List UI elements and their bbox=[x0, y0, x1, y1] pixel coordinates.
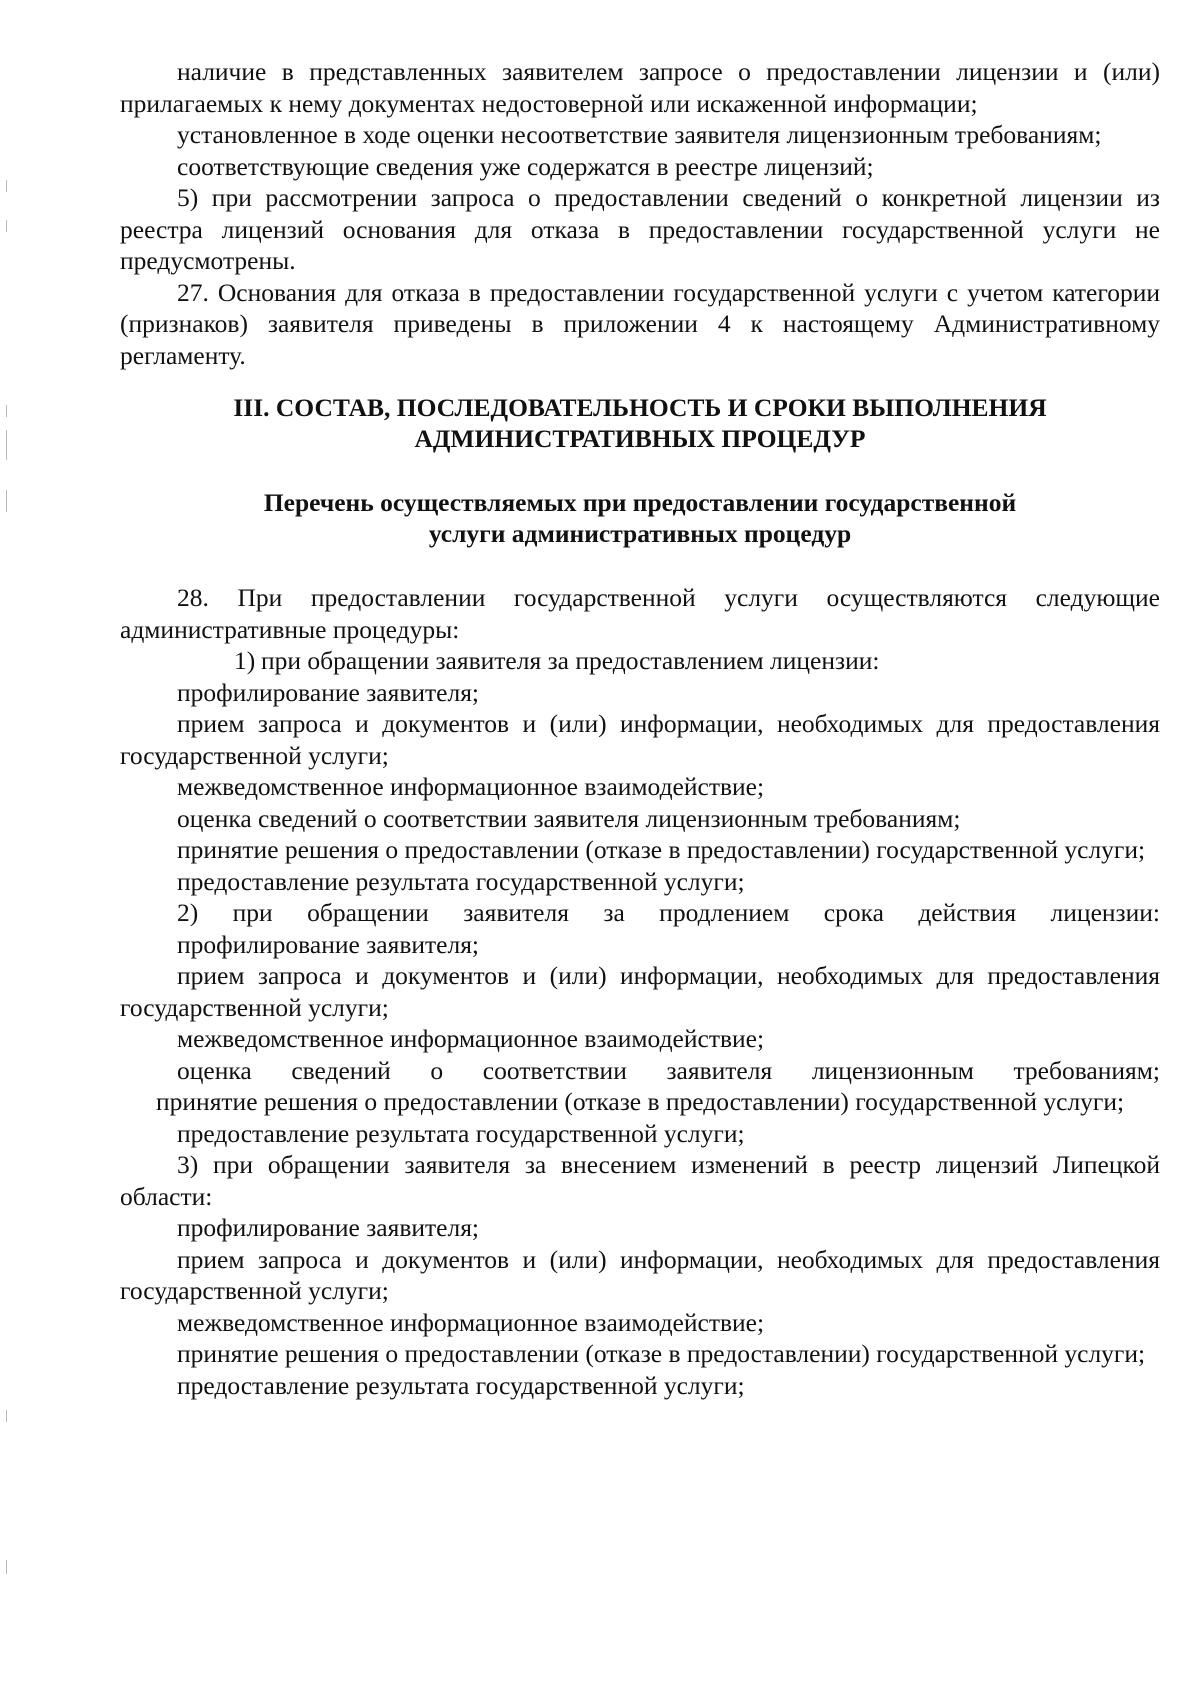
scan-edge-mark bbox=[6, 490, 7, 512]
scan-edge-mark bbox=[6, 430, 7, 460]
list-item: прием запроса и документов и (или) информации, необходимых для предоставления государственной услуги; bbox=[120, 961, 1160, 1022]
paragraph: соответствующие сведения уже содержатся в реестре лицензий; bbox=[177, 151, 874, 181]
section-heading bbox=[120, 392, 1160, 454]
paragraph: установленное в ходе оценки несоответствие заявителя лицензионным требованиям; bbox=[177, 120, 1102, 149]
sub-heading bbox=[120, 487, 1160, 549]
list-item: оценка сведений о соответствии заявителя лицензионным требованиям; bbox=[177, 1055, 1160, 1085]
scan-edge-mark bbox=[6, 180, 7, 192]
list-item: межведомственное информационное взаимодействие; bbox=[177, 1307, 765, 1337]
document-body bbox=[120, 56, 1160, 1401]
list-item-header: 3) при обращении заявителя за внесением изменений в реестр лицензий Липецкой области: bbox=[120, 1150, 1160, 1211]
paragraph: наличие в представленных заявителем запросе о предоставлении лицензии и (или) прилагаемых к нему документах недостоверной или искаженной информации; bbox=[120, 57, 1160, 118]
scan-edge-mark bbox=[6, 405, 7, 417]
section-heading-line: III. СОСТАВ, ПОСЛЕДОВАТЕЛЬНОСТЬ И СРОКИ ВЫПОЛНЕНИЯ bbox=[233, 393, 1047, 422]
scan-edge-mark bbox=[6, 220, 7, 232]
list-item: предоставление результата государственной услуги; bbox=[177, 1370, 745, 1400]
list-item: принятие решения о предоставлении (отказе в предоставлении) государственной услуги; bbox=[156, 1087, 1125, 1116]
list-item: профилирование заявителя; bbox=[177, 1213, 480, 1242]
list-item: профилирование заявителя; bbox=[177, 929, 480, 959]
list-item-header: 2) при обращении заявителя за продлением срока действия лицензии: bbox=[177, 898, 1160, 927]
paragraph-28: 28. При предоставлении государственной услуги осуществляются следующие административные процедуры: bbox=[120, 583, 1160, 644]
paragraph: 5) при рассмотрении запроса о предоставлении сведений о конкретной лицензии из реестра лицензий основания для отказа в предоставлении государственной услуги не предусмотрены. bbox=[120, 183, 1160, 275]
list-item: прием запроса и документов и (или) информации, необходимых для предоставления государственной услуги; bbox=[120, 1244, 1160, 1305]
section-heading-line: АДМИНИСТРАТИВНЫХ ПРОЦЕДУР bbox=[414, 424, 866, 453]
list-item: предоставление результата государственной услуги; bbox=[177, 866, 745, 896]
scan-edge-mark bbox=[6, 1410, 7, 1422]
list-item: оценка сведений о соответствии заявителя лицензионным требованиям; bbox=[177, 803, 961, 833]
list-item: межведомственное информационное взаимодействие; bbox=[177, 1024, 765, 1053]
list-item: прием запроса и документов и (или) информации, необходимых для предоставления государственной услуги; bbox=[120, 709, 1160, 770]
item-number: 1) bbox=[234, 646, 256, 675]
list-item: принятие решения о предоставлении (отказе в предоставлении) государственной услуги; bbox=[177, 1339, 1146, 1368]
list-item: предоставление результата государственной услуги; bbox=[177, 1118, 745, 1148]
sub-heading-line: услуги административных процедур bbox=[428, 519, 852, 548]
scan-edge-mark bbox=[6, 1560, 7, 1574]
list-item-header bbox=[120, 645, 1160, 677]
list-item: принятие решения о предоставлении (отказе в предоставлении) государственной услуги; bbox=[177, 835, 1146, 864]
item-text: при обращении заявителя за предоставлением лицензии: bbox=[261, 646, 880, 675]
sub-heading-line: Перечень осуществляемых при предоставлении государственной bbox=[263, 488, 1017, 517]
paragraph: 27. Основания для отказа в предоставлении государственной услуги с учетом категории (признаков) заявителя приведены в приложении 4 к настоящему Административному регламенту. bbox=[120, 277, 1160, 370]
list-item: межведомственное информационное взаимодействие; bbox=[177, 772, 765, 801]
list-item: профилирование заявителя; bbox=[177, 677, 480, 707]
